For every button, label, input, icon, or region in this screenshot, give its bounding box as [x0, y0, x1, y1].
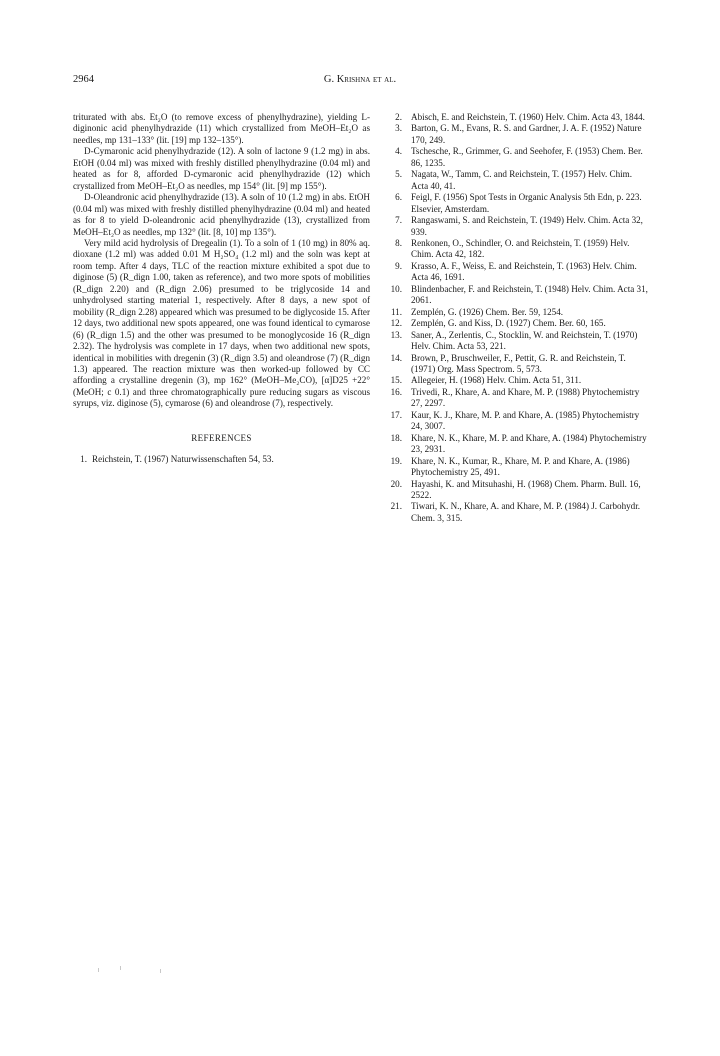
reference-text: Khare, N. K., Khare, M. P. and Khare, A. (1984) Phytochemistry 23, 2931.	[411, 432, 647, 455]
reference-number: 3.	[395, 123, 402, 134]
reference-number: 6.	[395, 192, 402, 203]
right-column	[386, 112, 650, 524]
reference-item	[386, 261, 650, 284]
reference-item	[386, 410, 650, 433]
reference-text: Brown, P., Bruschweiler, F., Pettit, G. R. and Reichstein, T. (1971) Org. Mass Spectrom. 5, 573.	[411, 352, 626, 374]
reference-item	[386, 215, 650, 238]
reference-number: 20.	[390, 478, 402, 489]
reference-number: 10.	[390, 283, 402, 294]
reference-item	[386, 479, 650, 502]
reference-text: Allegeier, H. (1968) Helv. Chim. Acta 51, 311.	[411, 375, 582, 386]
body-paragraph: D-Oleandronic acid phenylhydrazide (13). A soln of 10 (1.2 mg) in abs. EtOH (0.04 ml) was mixed with freshly distilled phenylhydrazine (0.04 ml) and heated as for 8 to yield D-oleandronic acid phenylhydrazide (13), crystallized from MeOH–Et₂O as needles, mp 132° (lit. [8, 10] mp 135°).	[73, 192, 370, 237]
reference-item	[386, 284, 650, 307]
reference-item	[386, 353, 650, 376]
reference-text: Blindenbacher, F. and Reichstein, T. (1948) Helv. Chim. Acta 31, 2061.	[411, 283, 648, 306]
reference-text: Renkonen, O., Schindler, O. and Reichstein, T. (1959) Helv. Chim. Acta 42, 182.	[411, 237, 630, 260]
reference-number: 4.	[395, 146, 402, 157]
reference-item	[386, 112, 650, 123]
reference-item	[386, 387, 650, 410]
running-title: G. Krishna et al.	[323, 74, 397, 85]
reference-text: Zemplén, G. and Kiss, D. (1927) Chem. Ber. 60, 165.	[411, 318, 606, 329]
reference-item	[386, 330, 650, 353]
reference-text: Nagata, W., Tamm, C. and Reichstein, T. (1957) Helv. Chim. Acta 40, 41.	[411, 169, 633, 191]
reference-number: 11.	[390, 306, 402, 317]
reference-text: Hayashi, K. and Mitsuhashi, H. (1968) Chem. Pharm. Bull. 16, 2522.	[411, 478, 641, 500]
reference-number: 21.	[390, 501, 402, 512]
reference-item	[386, 169, 650, 192]
reference-text: Zemplén, G. (1926) Chem. Ber. 59, 1254.	[411, 306, 564, 317]
reference-item	[73, 454, 370, 465]
scan-speck	[160, 969, 161, 973]
scan-specks	[98, 966, 188, 976]
reference-number: 9.	[395, 260, 402, 271]
reference-number: 14.	[390, 352, 402, 363]
reference-item	[386, 318, 650, 329]
scan-speck	[98, 968, 99, 972]
reference-text: Feigl, F. (1956) Spot Tests in Organic Analysis 5th Edn, p. 223. Elsevier, Amsterdam.	[411, 192, 642, 214]
reference-item	[386, 123, 650, 146]
reference-item	[386, 238, 650, 261]
reference-number: 7.	[395, 215, 402, 226]
reference-item	[386, 192, 650, 215]
reference-number: 15.	[390, 375, 402, 386]
reference-text: Abisch, E. and Reichstein, T. (1960) Helv. Chim. Acta 43, 1844.	[411, 112, 645, 122]
reference-item	[386, 375, 650, 386]
reference-item	[386, 146, 650, 169]
reference-item	[386, 501, 650, 524]
reference-text: Kaur, K. J., Khare, M. P. and Khare, A. (1985) Phytochemistry 24, 3007.	[411, 409, 640, 432]
body-paragraph: triturated with abs. Et₂O (to remove excess of phenylhydrazine), yielding L-diginonic acid phenylhydrazide (11) which crystallized from MeOH–Et₂O as needles, mp 131–133° (lit. [19] mp 132–135°).	[73, 112, 370, 145]
reference-number: 19.	[390, 455, 402, 466]
reference-number: 2.	[395, 112, 402, 122]
reference-text: Trivedi, R., Khare, A. and Khare, M. P. (1988) Phytochemistry 27, 2297.	[411, 386, 640, 409]
reference-number: 13.	[390, 329, 402, 340]
body-paragraph: D-Cymaronic acid phenylhydrazide (12). A soln of lactone 9 (1.2 mg) in abs. EtOH (0.04 ml) was mixed with freshly distilled phenylhydrazine (0.04 ml) and heated as for 8, afforded D-cymaronic acid phenylhydrazide (12) which crystallized from MeOH–Et₂O as needles, mp 154° (lit. [9] mp 155°).	[73, 146, 370, 191]
reference-item	[386, 433, 650, 456]
reference-number: 18.	[390, 432, 402, 443]
reference-text: Saner, A., Zerlentis, C., Stocklin, W. and Reichstein, T. (1970) Helv. Chim. Acta 53, 221.	[411, 329, 638, 352]
reference-text: Barton, G. M., Evans, R. S. and Gardner, J. A. F. (1952) Nature 170, 249.	[411, 123, 642, 145]
reference-text: Reichstein, T. (1967) Naturwissenschaften 54, 53.	[92, 454, 274, 465]
reference-number: 16.	[390, 386, 402, 397]
scan-speck	[120, 966, 121, 970]
reference-item	[386, 307, 650, 318]
reference-item	[386, 456, 650, 479]
references-heading: REFERENCES	[191, 432, 252, 443]
reference-number: 8.	[395, 237, 402, 248]
reference-number: 17.	[390, 409, 402, 420]
reference-text: Tiwari, K. N., Khare, A. and Khare, M. P. (1984) J. Carbohydr. Chem. 3, 315.	[411, 501, 641, 523]
reference-number: 5.	[395, 169, 402, 180]
left-column	[73, 112, 370, 466]
body-paragraph: Very mild acid hydrolysis of Dregealin (1). To a soln of 1 (10 mg) in 80% aq. dioxane (1.2 ml) was added 0.01 M H₂SO₄ (1.2 ml) and the soln was kept at room temp. After 4 days, TLC of the reaction mixture exhibited a spot due to diginose (5) (R_dign 1.00, taken as reference), and two more spots of mobilities (R_dign 2.20) and (R_dign 2.06) presumed to be triglycoside 14 and unhydrolysed starting material 1, respectively. After 8 days, a new spot of mobility (R_dign 2.28) appeared which was presumed to be diglycoside 15. After 12 days, two additional new spots appeared, one was found identical to cymarose (6) (R_dign 1.5) and the other was presumed to be monoglycoside 16 (R_dign 2.32). The hydrolysis was complete in 17 days, when two additional new spots, identical in mobilities with dregenin (3) (R_dign 3.5) and oleandrose (7) (R_dign 1.3) appeared. The reaction mixture was then worked-up followed by CC affording a crystalline dregenin (3), mp 162° (MeOH–Me₂CO), [α]D25 +22° (MeOH; c 0.1) and three chromatographically pure reducing sugars as viscous syrups, viz. diginose (5), cymarose (6) and oleandrose (7), respectively.	[73, 237, 370, 409]
reference-text: Khare, N. K., Kumar, R., Khare, M. P. and Khare, A. (1986) Phytochemistry 25, 491.	[411, 455, 630, 478]
reference-number: 1.	[80, 454, 87, 465]
page-number: 2964	[73, 74, 94, 85]
reference-text: Krasso, A. F., Weiss, E. and Reichstein, T. (1963) Helv. Chim. Acta 46, 1691.	[411, 260, 637, 283]
reference-number: 12.	[390, 318, 402, 329]
reference-text: Rangaswami, S. and Reichstein, T. (1949) Helv. Chim. Acta 32, 939.	[411, 215, 643, 237]
reference-text: Tschesche, R., Grimmer, G. and Seehofer, F. (1953) Chem. Ber. 86, 1235.	[411, 146, 643, 168]
page-header	[0, 74, 720, 90]
